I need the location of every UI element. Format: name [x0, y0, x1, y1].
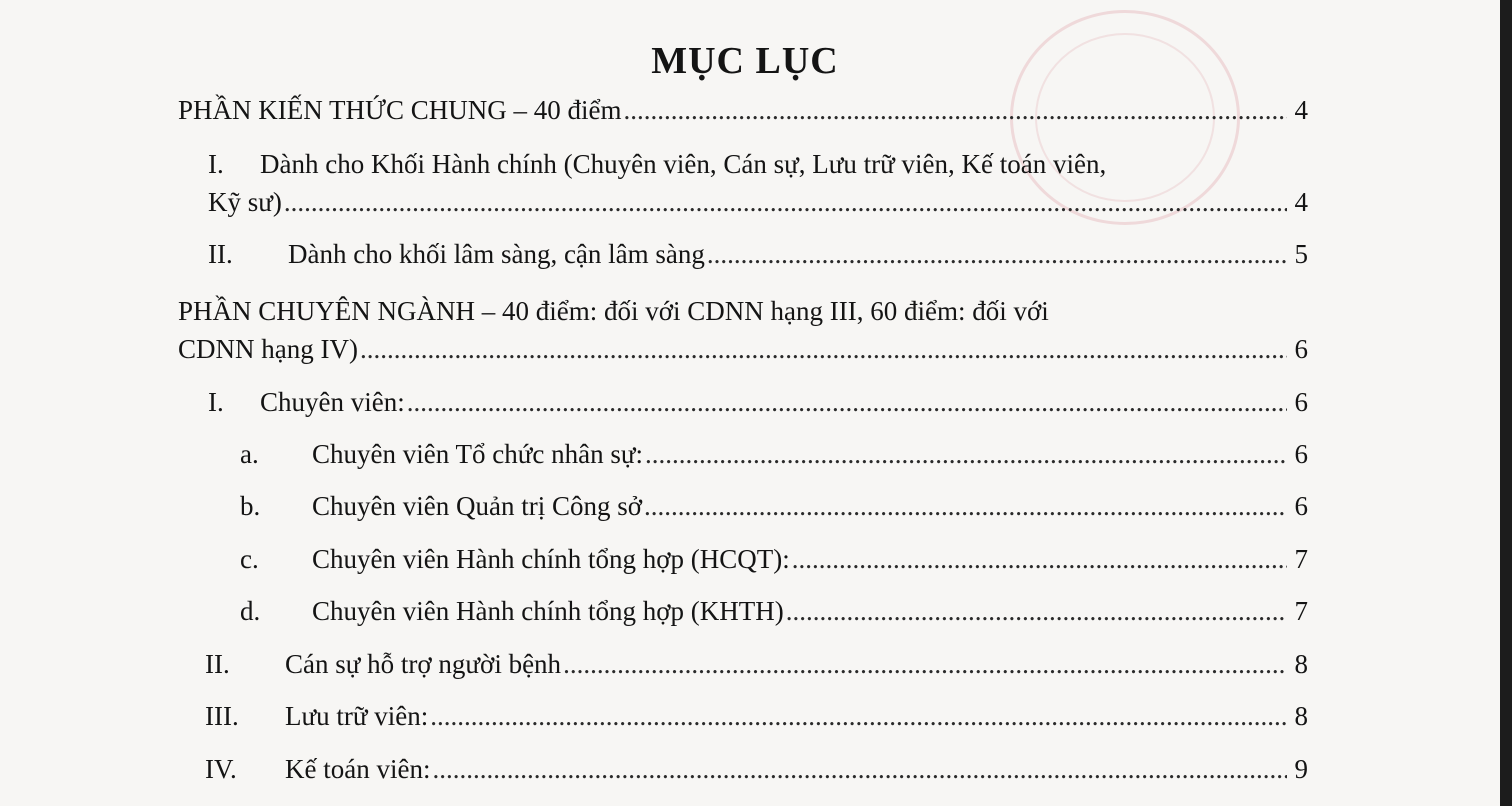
toc-page-number: 6 [1294, 491, 1308, 521]
toc-entry-text: Kỹ sư) [208, 187, 282, 217]
dot-leader [430, 700, 1286, 732]
toc-entry-patient-support[interactable] [205, 648, 1308, 680]
toc-entry-text-line1: Dành cho Khối Hành chính (Chuyên viên, Cán sự, Lưu trữ viên, Kế toán viên, [260, 149, 1107, 179]
dot-leader [360, 333, 1287, 365]
toc-entry-number: I. [208, 387, 224, 417]
toc-entry-specialist[interactable] [208, 386, 1308, 418]
toc-entry-khth[interactable] [240, 595, 1308, 627]
page-title: MỤC LỤC [651, 40, 839, 82]
toc-entry-text: Chuyên viên Quản trị Công sở [312, 491, 642, 521]
dot-leader [792, 543, 1287, 575]
dot-leader [645, 438, 1287, 470]
toc-entry-text: CDNN hạng IV) [178, 334, 358, 364]
toc-entry-hcqt[interactable] [240, 543, 1308, 575]
page-edge-shadow [1500, 0, 1512, 806]
toc-entry-text: Cán sự hỗ trợ người bệnh [285, 649, 562, 679]
toc-page-number: 7 [1294, 544, 1308, 574]
toc-entry-hr[interactable] [240, 438, 1308, 470]
toc-entry-number: IV. [205, 754, 237, 784]
toc-entry-number: d. [240, 596, 261, 626]
toc-page-number: 4 [1294, 95, 1308, 125]
toc-page-number: 7 [1294, 596, 1308, 626]
toc-entry-text: Lưu trữ viên: [285, 701, 429, 731]
toc-entry-admin-line1[interactable] [208, 148, 1106, 180]
toc-page-number: 6 [1294, 334, 1308, 364]
toc-entry-general-knowledge[interactable] [178, 94, 1308, 126]
toc-entry-specialty[interactable] [178, 333, 1308, 365]
toc-entry-archivist[interactable] [205, 700, 1308, 732]
dot-leader [284, 186, 1287, 218]
toc-entry-number: II. [205, 649, 230, 679]
toc-entry-text: PHẦN KIẾN THỨC CHUNG – 40 điểm [178, 95, 622, 125]
toc-entry-accountant[interactable] [205, 753, 1308, 785]
dot-leader [432, 753, 1286, 785]
dot-leader [623, 94, 1286, 126]
toc-page-number: 4 [1294, 187, 1308, 217]
toc-entry-number: III. [205, 701, 239, 731]
toc-entry-text: Chuyên viên Hành chính tổng hợp (KHTH) [312, 596, 784, 626]
dot-leader [707, 238, 1287, 270]
dot-leader [407, 386, 1287, 418]
toc-page-number: 6 [1294, 387, 1308, 417]
toc-entry-number: I. [208, 149, 224, 179]
dot-leader [644, 490, 1287, 522]
toc-entry-number: a. [240, 439, 259, 469]
toc-entry-number: c. [240, 544, 259, 574]
toc-entry-text: Kế toán viên: [285, 754, 431, 784]
toc-entry-clinical[interactable] [208, 238, 1308, 270]
toc-page-number: 5 [1294, 239, 1308, 269]
dot-leader [786, 595, 1287, 627]
toc-entry-office-management[interactable] [240, 490, 1308, 522]
toc-entry-text: Dành cho khối lâm sàng, cận lâm sàng [288, 239, 705, 269]
toc-entry-text-line1: PHẦN CHUYÊN NGÀNH – 40 điểm: đối với CDNN hạng III, 60 điểm: đối với [178, 296, 1049, 326]
toc-entry-admin[interactable] [208, 186, 1308, 218]
toc-entry-text: Chuyên viên: [260, 387, 405, 417]
toc-page-number: 8 [1294, 701, 1308, 731]
toc-page-number: 8 [1294, 649, 1308, 679]
toc-page-number: 6 [1294, 439, 1308, 469]
dot-leader [563, 648, 1286, 680]
toc-entry-number: II. [208, 239, 233, 269]
toc-entry-number: b. [240, 491, 261, 521]
toc-entry-specialty-line1[interactable] [178, 295, 1049, 327]
toc-page-number: 9 [1294, 754, 1308, 784]
toc-entry-text: Chuyên viên Hành chính tổng hợp (HCQT): [312, 544, 790, 574]
toc-entry-text: Chuyên viên Tổ chức nhân sự: [312, 439, 643, 469]
